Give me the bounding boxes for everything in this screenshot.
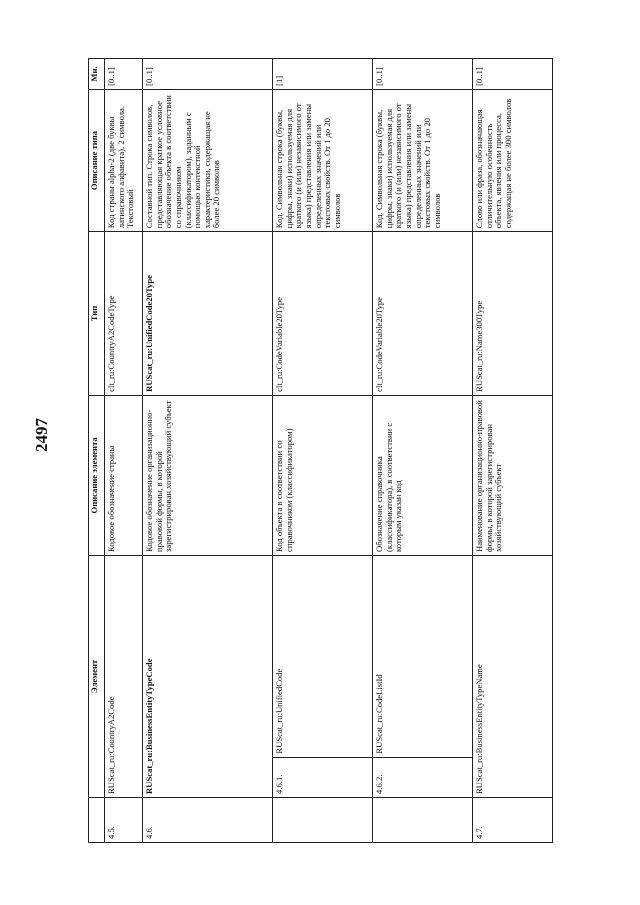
table-row bbox=[473, 59, 553, 843]
element-desc: Кодовое обозначение организационно-правовой формы, в которой зарегистрирован хозяйствующий субъект bbox=[143, 395, 273, 555]
row-num: 4.5. bbox=[105, 797, 143, 842]
table-container bbox=[88, 58, 596, 843]
row-num bbox=[373, 797, 473, 842]
header-mult: Мн. bbox=[89, 59, 105, 90]
type-name: RUScat_ru:Name300Type bbox=[473, 232, 553, 396]
type-name: clt_ru:CodeVariable20Type bbox=[273, 232, 373, 396]
multiplicity: [0..1] bbox=[105, 59, 143, 90]
header-element-desc: Описание элемента bbox=[89, 395, 105, 555]
table-row bbox=[373, 59, 473, 843]
row-subnum: 4.6.1. bbox=[273, 757, 373, 797]
element-name: RUScat_ru:CountryA2Code bbox=[105, 555, 143, 797]
element-name: RUScat_ru:BusinessEntityTypeCode bbox=[143, 555, 273, 797]
row-num bbox=[273, 797, 373, 842]
type-desc: Составной тип. Строка символов, представляющая краткое условное обозначение объекта в соответствии со справочником (классификатором), заданным с помощью контекстной характеристики, содержащая не более 20 символов bbox=[143, 89, 273, 231]
row-num: 4.6. bbox=[143, 797, 273, 842]
element-name: RUScat_ru:CodeListId bbox=[373, 555, 473, 757]
type-desc: Код страны alpha-2 (две буквы латинского алфавита). 2 символа. Текстовый bbox=[105, 89, 143, 231]
element-desc: Наименование организационно-правовой формы, в которой зарегистрирован хозяйствующий субъект bbox=[473, 395, 553, 555]
multiplicity: [0..1] bbox=[473, 59, 553, 90]
type-desc: Слово или фраза, обозначающая отличительную особенность объекта, явления или процесса, содержащая не более 300 символов bbox=[473, 89, 553, 231]
element-name: RUScat_ru:UnifiedCode bbox=[273, 555, 373, 757]
table-row bbox=[143, 59, 273, 843]
element-desc: Код объекта в соответствии со справочником (классификатором) bbox=[273, 395, 373, 555]
header-type: Тип bbox=[89, 232, 105, 396]
type-name: clt_ru:CountryA2CodeType bbox=[105, 232, 143, 396]
type-desc: Код. Символьная строка (буквы, цифры, знаки) используемая для краткого (и (или) независимого от языка) представления или замены определенных значений или текстовых свойств. От 1 до 20 символов bbox=[273, 89, 373, 231]
type-name: RUScat_ru:UnifiedCode20Type bbox=[143, 232, 273, 396]
row-num: 4.7. bbox=[473, 797, 553, 842]
page-number: 2497 bbox=[32, 418, 51, 452]
table-row bbox=[105, 59, 143, 843]
table-header-row bbox=[89, 59, 105, 843]
multiplicity: [1] bbox=[273, 59, 373, 90]
type-desc: Код. Символьная строка (буквы, цифры, знаки) используемая для краткого (и (или) независимого от языка) представления или замены определенных значений или текстовых свойств. От 1 до 20 символов bbox=[373, 89, 473, 231]
table-row bbox=[273, 59, 373, 843]
schema-table bbox=[88, 58, 553, 843]
multiplicity: [0..1] bbox=[143, 59, 273, 90]
multiplicity: [0..1] bbox=[373, 59, 473, 90]
header-element: Элемент bbox=[89, 555, 105, 797]
element-name: RUScat_ru:BusinessEntityTypeName bbox=[473, 555, 553, 797]
type-name: clt_ru:CodeVariable20Type bbox=[373, 232, 473, 396]
element-desc: Обозначение справочника (классификатора), в соответствии с которым указан код bbox=[373, 395, 473, 555]
element-desc: Кодовое обозначение страны bbox=[105, 395, 143, 555]
header-type-desc: Описание типа bbox=[89, 89, 105, 231]
row-subnum: 4.6.2. bbox=[373, 757, 473, 797]
header-num bbox=[89, 797, 105, 842]
